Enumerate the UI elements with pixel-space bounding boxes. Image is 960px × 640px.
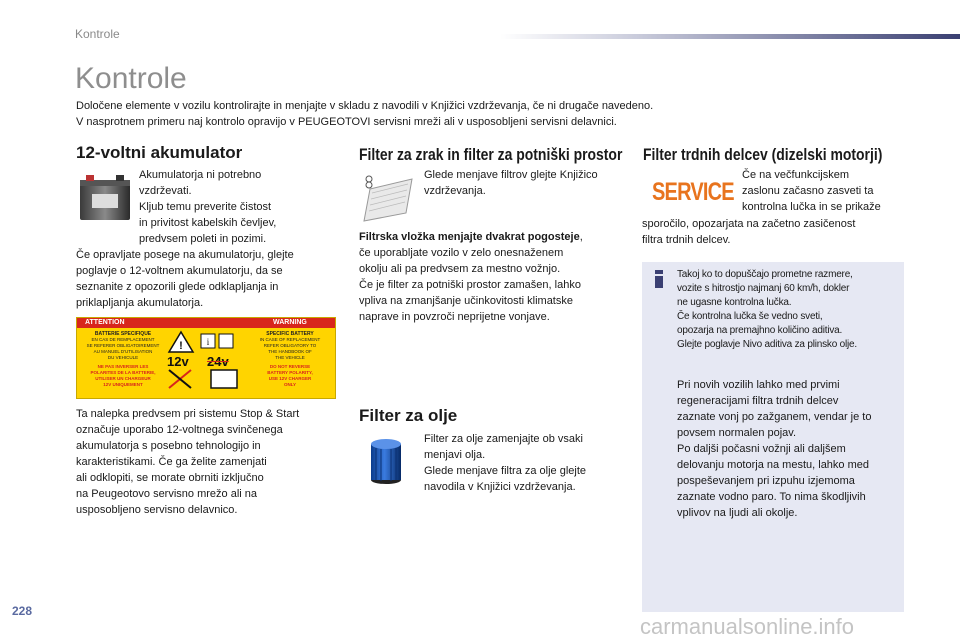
label-line: UTILISER UN CHARGEUR	[95, 376, 151, 381]
label-line: SE REFERER OBLIGATOIREMENT	[86, 343, 160, 348]
label-fr-title: BATTERIE SPECIFIQUE	[94, 331, 152, 337]
svg-text:i: i	[206, 337, 210, 347]
text-line: menjavi olja.	[424, 449, 486, 461]
particle-filter-para	[642, 216, 855, 248]
text-line: sporočilo, opozarjata na začetno zasičenost	[642, 218, 856, 230]
text-line: Filter za olje zamenjajte ob vsaki	[424, 433, 583, 445]
intro-text	[76, 98, 936, 130]
battery-warning-label	[76, 317, 336, 399]
air-filter-heading: Filter za zrak in filter za potniški prostor	[359, 145, 623, 164]
text-line: Če kontrolna lučka še vedno sveti,	[677, 311, 823, 322]
text-line: Če je filter za potniški prostor zamašen, lahko	[359, 279, 581, 291]
label-line: 12V UNIQUEMENT	[103, 382, 143, 387]
page-number: 228	[12, 604, 33, 618]
label-en-title: SPECIFIC BATTERY	[266, 331, 314, 337]
svg-text:!: !	[179, 340, 183, 352]
text-line: Kljub temu preverite čistost	[139, 201, 272, 213]
intro-line: Določene elemente v vozilu kontrolirajte in menjajte v skladu z navodili v Knjižici vzdrževanja, če ni drugače navedeno.	[76, 100, 654, 112]
battery-para1	[76, 247, 294, 311]
text-line: označuje uporabo 12-voltnega svinčenega	[76, 424, 283, 436]
oil-filter-heading: Filter za olje	[359, 406, 458, 425]
text-line: usposobljeno servisno delavnico.	[76, 504, 238, 516]
label-line: DU VEHICULE	[107, 355, 139, 360]
text-line: vzdrževanja.	[424, 185, 486, 197]
text-line: Glejte poglavje Nivo aditiva za plinsko olje.	[677, 339, 857, 350]
air-filter-lead-rest: ,	[579, 231, 583, 243]
text-line: vozite s hitrostjo najmanj 60 km/h, dokler	[677, 283, 850, 294]
text-line: Takoj ko to dopuščajo prometne razmere,	[677, 269, 853, 280]
label-attention: ATTENTION	[85, 319, 125, 326]
info-note-body	[677, 377, 871, 521]
page-title: Kontrole	[75, 62, 187, 95]
text-line: ne ugasne kontrolna lučka.	[677, 297, 792, 308]
text-line: vzdrževati.	[139, 185, 192, 197]
text-line: navodila v Knjižici vzdrževanja.	[424, 481, 576, 493]
label-line: THE HANDBOOK OF	[268, 349, 312, 354]
label-line: REFER OBLIGATORY TO	[263, 343, 317, 348]
air-filter-bold-lead: Filtrska vložka menjajte dvakrat pogosteje	[359, 231, 580, 243]
text-line: povsem normalen pojav.	[677, 427, 797, 439]
text-line: regeneracijami filtra trdnih delcev	[677, 395, 839, 407]
air-filter-para	[359, 229, 583, 325]
text-line: opozarja na premajhno količino aditiva.	[677, 325, 843, 336]
text-line: filtra trdnih delcev.	[642, 234, 731, 246]
text-line: ali odklopiti, se morate obrniti izključno	[76, 472, 264, 484]
label-fr-block	[80, 331, 166, 361]
text-line: Glede menjave filtra za olje glejte	[424, 465, 587, 477]
text-line: vpliva na zmanjšanje učinkovitosti klimatske	[359, 295, 573, 307]
label-line: BATTERY POLARITY,	[267, 370, 313, 375]
section-header: Kontrole	[75, 27, 120, 41]
label-line: THE VEHICLE	[275, 355, 305, 360]
text-line: Če opravljate posege na akumulatorju, glejte	[76, 249, 294, 261]
text-line: akumulatorja s posebno tehnologijo in	[76, 440, 261, 452]
text-line: vplivov na ljudi ali okolje.	[677, 507, 798, 519]
label-line: EN CAS DE REMPLACEMENT	[91, 337, 155, 342]
oil-filter-icon-text	[424, 431, 586, 495]
text-line: delovanju motorja na mestu, lahko med	[677, 459, 869, 471]
text-line: Glede menjave filtrov glejte Knjižico	[424, 169, 598, 181]
text-line: priklapljanja akumulatorja.	[76, 297, 204, 309]
text-line: okolju ali pa predvsem za mestno vožnjo.	[359, 263, 561, 275]
battery-heading: 12-voltni akumulator	[76, 143, 243, 162]
text-line: in privitost kabelskih čevljev,	[139, 217, 277, 229]
label-24v: 24v	[207, 354, 229, 369]
text-line: pospeševanjem pri izpuhu izjemoma	[677, 475, 855, 487]
oil-filter-icon	[366, 436, 406, 486]
watermark: carmanualsonline.info	[640, 614, 855, 639]
label-warning: WARNING	[273, 319, 307, 326]
text-line: Ta nalepka predvsem pri sistemu Stop & Start	[76, 408, 300, 420]
info-note-top	[677, 268, 857, 352]
text-line: na Peugeotovo servisno mrežo ali na	[76, 488, 257, 500]
label-line: DO NOT REVERSE	[269, 364, 311, 369]
battery-para2	[76, 406, 299, 518]
label-center-graphic	[167, 330, 245, 396]
label-en-block	[247, 331, 333, 361]
battery-icon	[76, 172, 134, 224]
intro-line: V nasprotnem primeru naj kontrolo opravijo v PEUGEOTOVI servisni mreži ali v usposobljeni servisni delavnici.	[76, 116, 617, 128]
text-line: Če na večfunkcijskem	[742, 169, 849, 181]
label-line: USE 12V CHARGER	[268, 376, 312, 381]
text-line: seznanite z opozorili glede odklapljanja in	[76, 281, 279, 293]
label-line: IN CASE OF REPLACEMENT	[259, 337, 321, 342]
text-line: karakteristikami. Če ga želite zamenjati	[76, 456, 267, 468]
text-line: zaznate vodno paro. To nima škodljivih	[677, 491, 866, 503]
text-line: poglavje o 12-voltnem akumulatorju, da se	[76, 265, 283, 277]
label-line: NE PAS INVERSER LES	[97, 364, 149, 369]
label-fr-bottom	[80, 364, 166, 388]
particle-filter-heading: Filter trdnih delcev (dizelski motorji)	[643, 145, 883, 164]
text-line: naprave in povzroči neprijetne vonjave.	[359, 311, 550, 323]
text-line: Po daljši počasni vožnji ali daljšem	[677, 443, 846, 455]
text-line: zaslonu začasno zasveti ta	[742, 185, 874, 197]
service-warning-icon: SERVICE	[652, 178, 734, 206]
label-12v: 12v	[167, 354, 189, 369]
text-line: Pri novih vozilih lahko med prvimi	[677, 379, 840, 391]
air-filter-icon-text	[424, 167, 598, 199]
header-gradient-bar	[500, 34, 960, 39]
text-line: če uporabljate vozilo v zelo onesnaženem	[359, 247, 564, 259]
air-filter-icon	[360, 173, 416, 223]
info-icon	[655, 270, 663, 288]
text-line: kontrolna lučka in se prikaže	[742, 201, 881, 213]
text-line: predvsem poleti in pozimi.	[139, 233, 267, 245]
particle-filter-icon-text	[742, 167, 881, 215]
text-line: Akumulatorja ni potrebno	[139, 169, 262, 181]
label-en-bottom	[247, 364, 333, 388]
label-line: AU MANUEL D'UTILISATION	[93, 349, 153, 354]
battery-icon-text	[139, 167, 276, 247]
text-line: zaznate vonj po zažganem, vendar je to	[677, 411, 872, 423]
label-line: POLARITES DE LA BATTERIE,	[90, 370, 156, 375]
label-line: ONLY	[283, 382, 297, 387]
